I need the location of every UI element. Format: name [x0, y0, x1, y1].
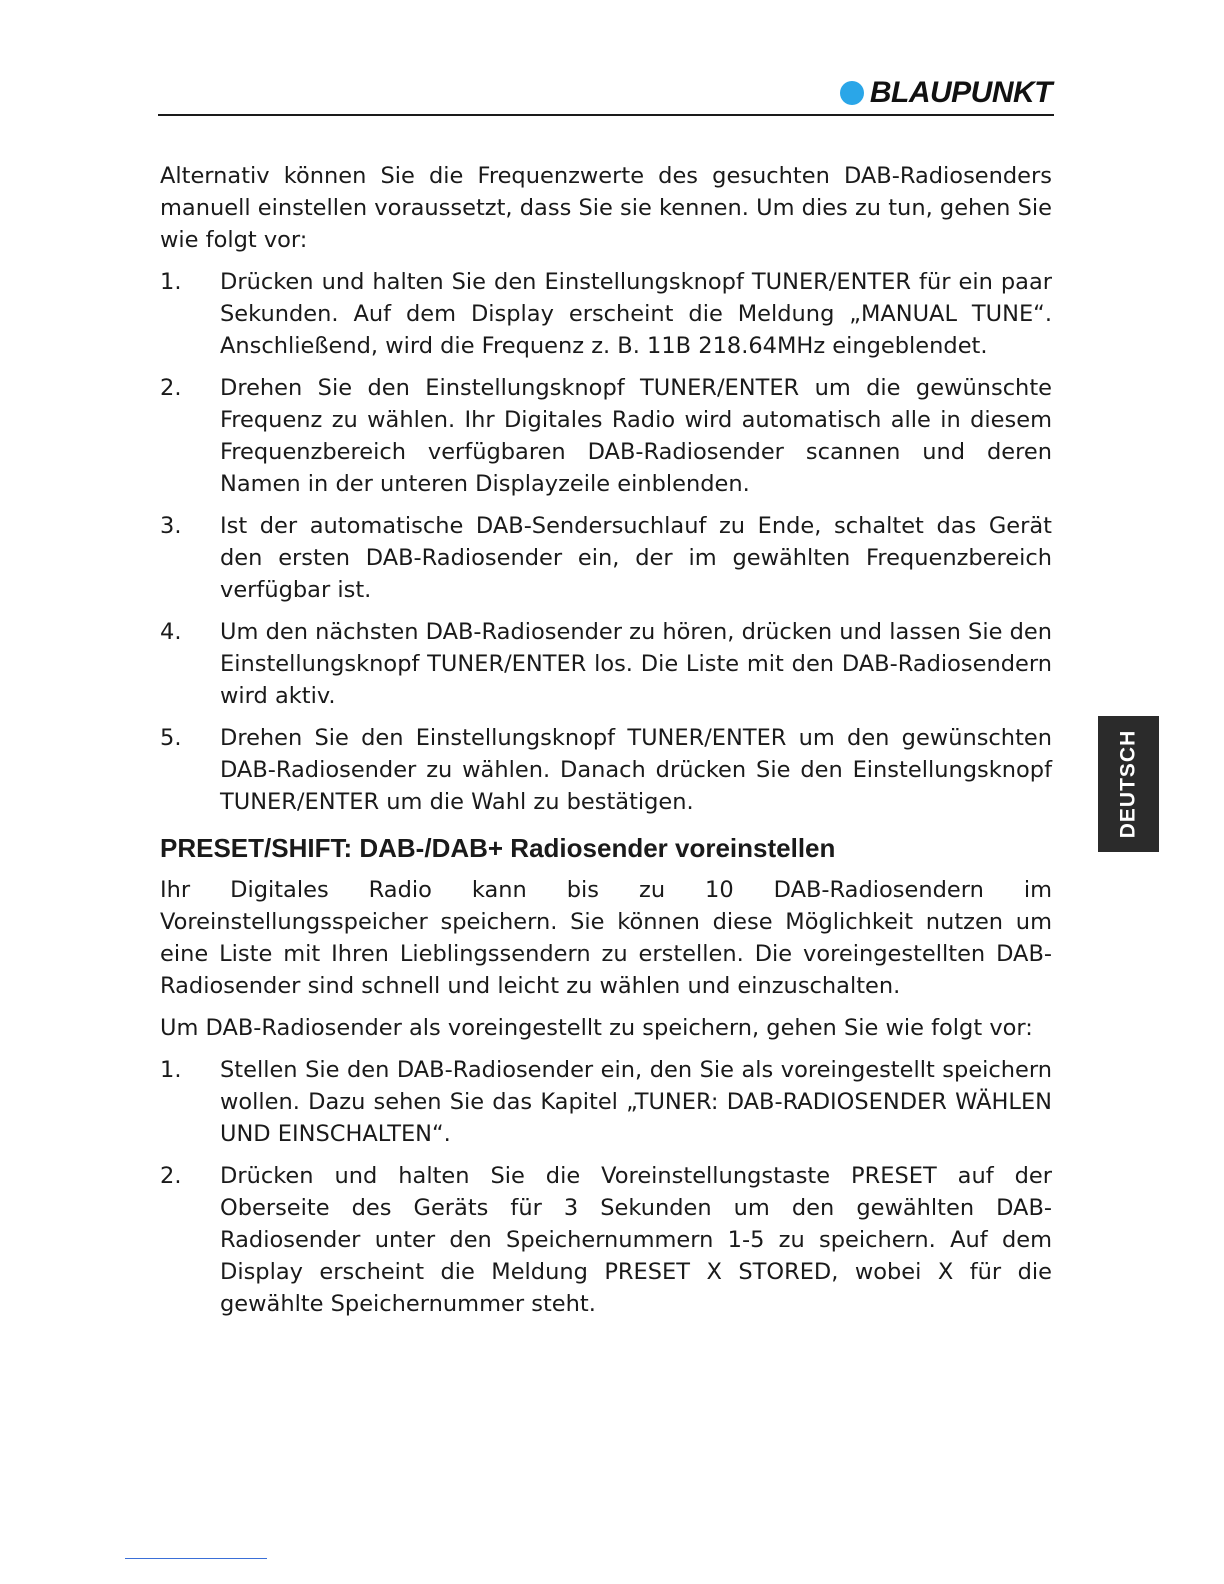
step-number: 1. [160, 269, 182, 295]
list-item [160, 1160, 1052, 1320]
step-number: 5. [160, 725, 182, 751]
manual-tune-steps [160, 266, 1052, 818]
step-number: 2. [160, 375, 182, 401]
step-text: Ist der automatische DAB-Sendersuchlauf zu Ende, schaltet das Gerät den ersten DAB-Radiosender ein, der im gewählten Frequenzbereich verfügbar ist. [220, 513, 1052, 603]
language-label: DEUTSCH [1116, 729, 1140, 839]
step-text: Drehen Sie den Einstellungsknopf TUNER/ENTER um den gewünschten DAB-Radiosender zu wählen. Danach drücken Sie den Einstellungsknopf TUNER/ENTER um die Wahl zu bestätigen. [220, 725, 1052, 815]
step-text: Drehen Sie den Einstellungsknopf TUNER/ENTER um die gewünschte Frequenz zu wählen. Ihr Digitales Radio wird automatisch alle in diesem Frequenzbereich verfügbaren DAB-Radiosender scannen und deren Namen in der unteren Displayzeile einblenden. [220, 375, 1052, 497]
language-side-tab [1098, 716, 1159, 852]
page-content [160, 160, 1052, 1330]
list-item [160, 510, 1052, 606]
section-paragraph: Ihr Digitales Radio kann bis zu 10 DAB-Radiosendern im Voreinstellungsspeicher speichern. Sie können diese Möglichkeit nutzen um eine Liste mit Ihren Lieblingssendern zu erstellen. Die voreingestellten DAB-Radiosender sind schnell und leicht zu wählen und einzuschalten. [160, 877, 1052, 999]
step-number: 4. [160, 619, 182, 645]
footer-line [125, 1558, 267, 1559]
list-item [160, 1054, 1052, 1150]
brand-dot-icon [840, 81, 864, 105]
step-number: 3. [160, 513, 182, 539]
step-number: 2. [160, 1163, 182, 1189]
list-item [160, 616, 1052, 712]
step-text: Drücken und halten Sie die Voreinstellungstaste PRESET auf der Oberseite des Geräts für 3 Sekunden um den gewählten DAB-Radiosender unter den Speichernummern 1-5 zu speichern. Auf dem Display erscheint die Meldung PRESET X STORED, wobei X für die gewählte Speichernummer steht. [220, 1163, 1052, 1317]
step-text: Stellen Sie den DAB-Radiosender ein, den Sie als voreingestellt speichern wollen. Dazu sehen Sie das Kapitel „TUNER: DAB-RADIOSENDER WÄHLEN UND EINSCHALTEN“. [220, 1057, 1052, 1147]
list-item [160, 266, 1052, 362]
step-text: Drücken und halten Sie den Einstellungsknopf TUNER/ENTER für ein paar Sekunden. Auf dem Display erscheint die Meldung „MANUAL TUNE“. Anschließend, wird die Frequenz z. B. 11B 218.64MHz eingeblendet. [220, 269, 1052, 359]
step-text: Um den nächsten DAB-Radiosender zu hören, drücken und lassen Sie den Einstellungsknopf TUNER/ENTER los. Die Liste mit den DAB-Radiosendern wird aktiv. [220, 619, 1052, 709]
preset-steps [160, 1054, 1052, 1320]
list-item [160, 722, 1052, 818]
brand-logo [840, 76, 1052, 110]
section-title: PRESET/SHIFT: DAB-/DAB+ Radiosender voreinstellen [160, 833, 836, 863]
intro-paragraph: Alternativ können Sie die Frequenzwerte des gesuchten DAB-Radiosenders manuell einstellen voraussetzt, dass Sie sie kennen. Um dies zu tun, gehen Sie wie folgt vor: [160, 163, 1052, 253]
list-item [160, 372, 1052, 500]
header-rule [158, 114, 1054, 116]
brand-name: BLAUPUNKT [869, 76, 1052, 109]
step-number: 1. [160, 1057, 182, 1083]
section-paragraph: Um DAB-Radiosender als voreingestellt zu speichern, gehen Sie wie folgt vor: [160, 1015, 1033, 1041]
